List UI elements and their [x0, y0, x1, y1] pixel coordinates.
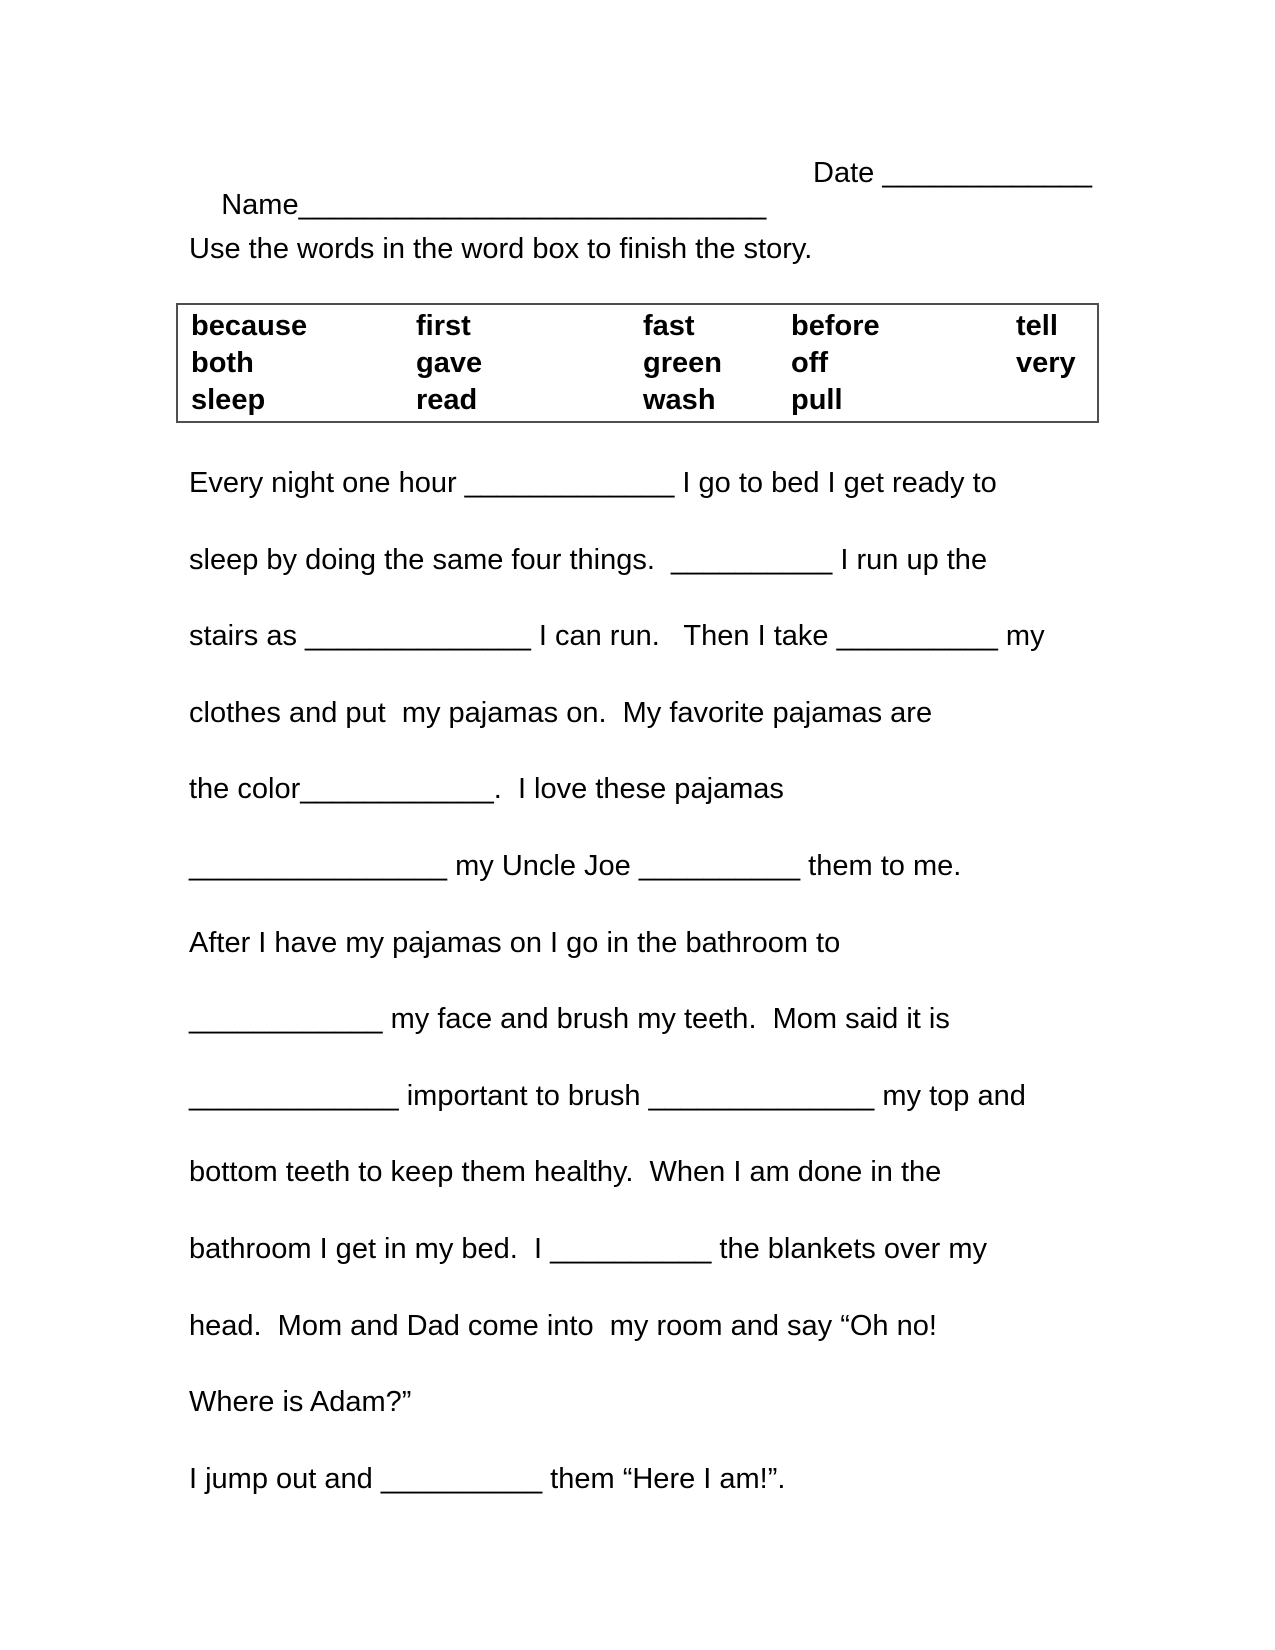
word-box-word: very [1016, 347, 1076, 379]
word-box-word: both [191, 347, 254, 379]
date-field: Date _____________ [813, 157, 1092, 189]
story-line: Where is Adam?” [189, 1386, 412, 1419]
word-box-word: off [791, 347, 829, 379]
instruction-text: Use the words in the word box to finish the story. [189, 233, 813, 265]
name-field: Name_____________________________ [221, 189, 767, 221]
word-box-word: pull [791, 384, 843, 416]
word-box-word: because [191, 310, 308, 342]
word-box-word: gave [416, 347, 483, 379]
story-line: clothes and put my pajamas on. My favorite pajamas are [189, 696, 933, 729]
word-box-word: read [416, 384, 478, 416]
story-line: bottom teeth to keep them healthy. When I am done in the [189, 1156, 942, 1189]
story-line: sleep by doing the same four things. __________ I run up the [189, 543, 988, 576]
word-box [176, 303, 1099, 423]
header-row [189, 157, 1119, 285]
word-box-word: wash [643, 384, 716, 416]
story-line: After I have my pajamas on I go in the bathroom to [189, 926, 841, 959]
story-line: ________________ my Uncle Joe __________ them to me. [189, 849, 962, 882]
story-line: Every night one hour _____________ I go to bed I get ready to [189, 467, 997, 499]
story-line: the color____________. I love these pajamas [189, 773, 784, 806]
story-line: _____________ important to brush ______________ my top and [189, 1079, 1026, 1112]
word-box-word: tell [1016, 310, 1058, 342]
story-line: bathroom I get in my bed. I __________ the blankets over my [189, 1232, 987, 1265]
word-box-word: first [416, 310, 471, 342]
word-box-word: before [791, 310, 880, 342]
story-line: stairs as ______________ I can run. Then I take __________ my [189, 620, 1045, 653]
word-box-word: green [643, 347, 722, 379]
story-line: I jump out and __________ them “Here I am!”. [189, 1462, 786, 1495]
word-box-word [1016, 382, 1097, 419]
word-box-word: sleep [191, 384, 266, 416]
story-line: head. Mom and Dad come into my room and say “Oh no! [189, 1309, 937, 1342]
word-box-word: fast [643, 310, 695, 342]
story-line: ____________ my face and brush my teeth. Mom said it is [189, 1003, 950, 1036]
story-text [189, 445, 1189, 1517]
